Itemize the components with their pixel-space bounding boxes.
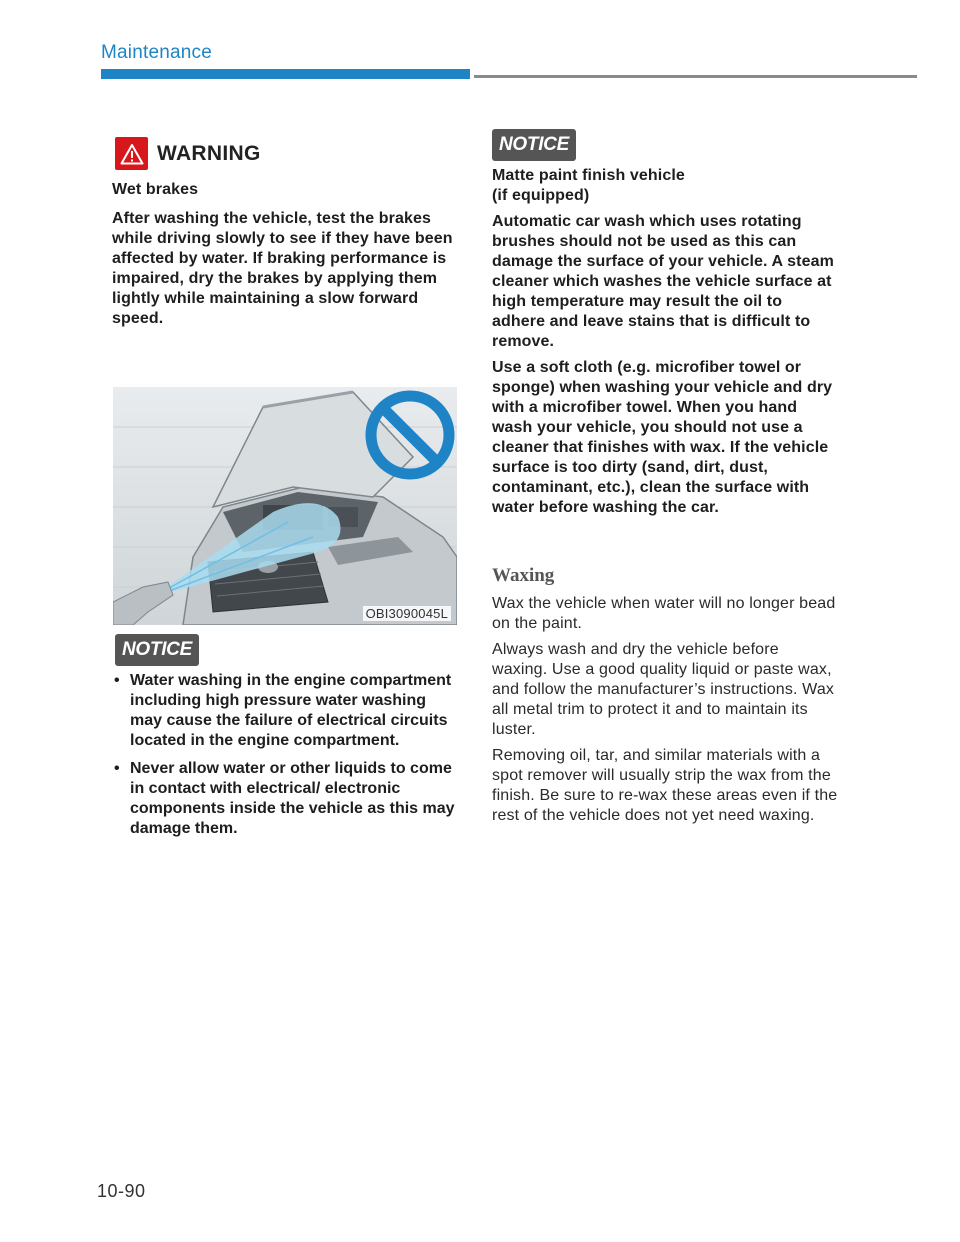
waxing-section: [492, 565, 838, 826]
bullet-icon: •: [114, 760, 120, 777]
notice-badge-right: NOTICE: [492, 129, 576, 161]
waxing-title: Waxing: [492, 565, 555, 586]
notice-right-para1: Automatic car wash which uses rotating brushes should not be used as this can damage the surface of your vehicle. A steam cleaner which washes the vehicle surface at high temperature may result the oil to adhere and leave stains that is difficult to remove.: [492, 213, 834, 350]
list-item-text: Never allow water or other liquids to come in contact with electrical/ electronic components inside the vehicle as this may damage them.: [130, 760, 455, 837]
notice-right-content: [492, 166, 838, 518]
warning-heading: Wet brakes: [112, 181, 199, 198]
warning-content: [112, 180, 458, 329]
header-divider-line: [474, 75, 917, 78]
waxing-para1: Wax the vehicle when water will no longer bead on the paint.: [492, 595, 836, 632]
warning-body: After washing the vehicle, test the brakes while driving slowly to see if they have been affected by water. If braking performance is impaired, dry the brakes by applying them lightly while maintaining a slow forward speed.: [112, 210, 453, 327]
engine-wash-image: [113, 387, 457, 625]
warning-label: WARNING: [157, 141, 261, 165]
page-number: 10-90: [97, 1181, 146, 1201]
header-accent-bar: [101, 69, 470, 79]
engine-wash-illustration: [113, 387, 457, 625]
list-item-text: Water washing in the engine compartment including high pressure water washing may cause the failure of electrical circuits located in the engine compartment.: [130, 672, 452, 749]
list-item: [112, 759, 460, 839]
waxing-para2: Always wash and dry the vehicle before waxing. Use a good quality liquid or paste wax, and follow the manufacturer’s instructions. Wax all metal trim to protect it and to maintain its luster.: [492, 641, 835, 738]
warning-header: [115, 137, 261, 170]
notice-left-content: [112, 671, 460, 847]
notice-left-list: [112, 671, 460, 839]
warning-triangle-icon: [120, 143, 144, 165]
section-header-title: Maintenance: [101, 42, 212, 63]
notice-right-heading-line1: Matte paint finish vehicle: [492, 167, 685, 184]
notice-badge-left: NOTICE: [115, 634, 199, 666]
warning-badge: [115, 137, 148, 170]
figure-code: OBI3090045L: [363, 606, 451, 621]
notice-right-para2: Use a soft cloth (e.g. microfiber towel or sponge) when washing your vehicle and dry with a microfiber towel. When you hand wash your vehicle, you should not use a cleaner that finishes with wax. If the vehicle surface is too dirty (sand, dirt, dust, contaminant, etc.), clean the surface with water before washing the car.: [492, 359, 833, 516]
bullet-icon: •: [114, 672, 120, 689]
list-item: [112, 671, 460, 751]
waxing-para3: Removing oil, tar, and similar materials with a spot remover will usually strip the wax from the finish. Be sure to re-wax these areas even if the rest of the vehicle does not yet need waxing.: [492, 747, 838, 824]
notice-right-heading-line2: (if equipped): [492, 187, 590, 204]
